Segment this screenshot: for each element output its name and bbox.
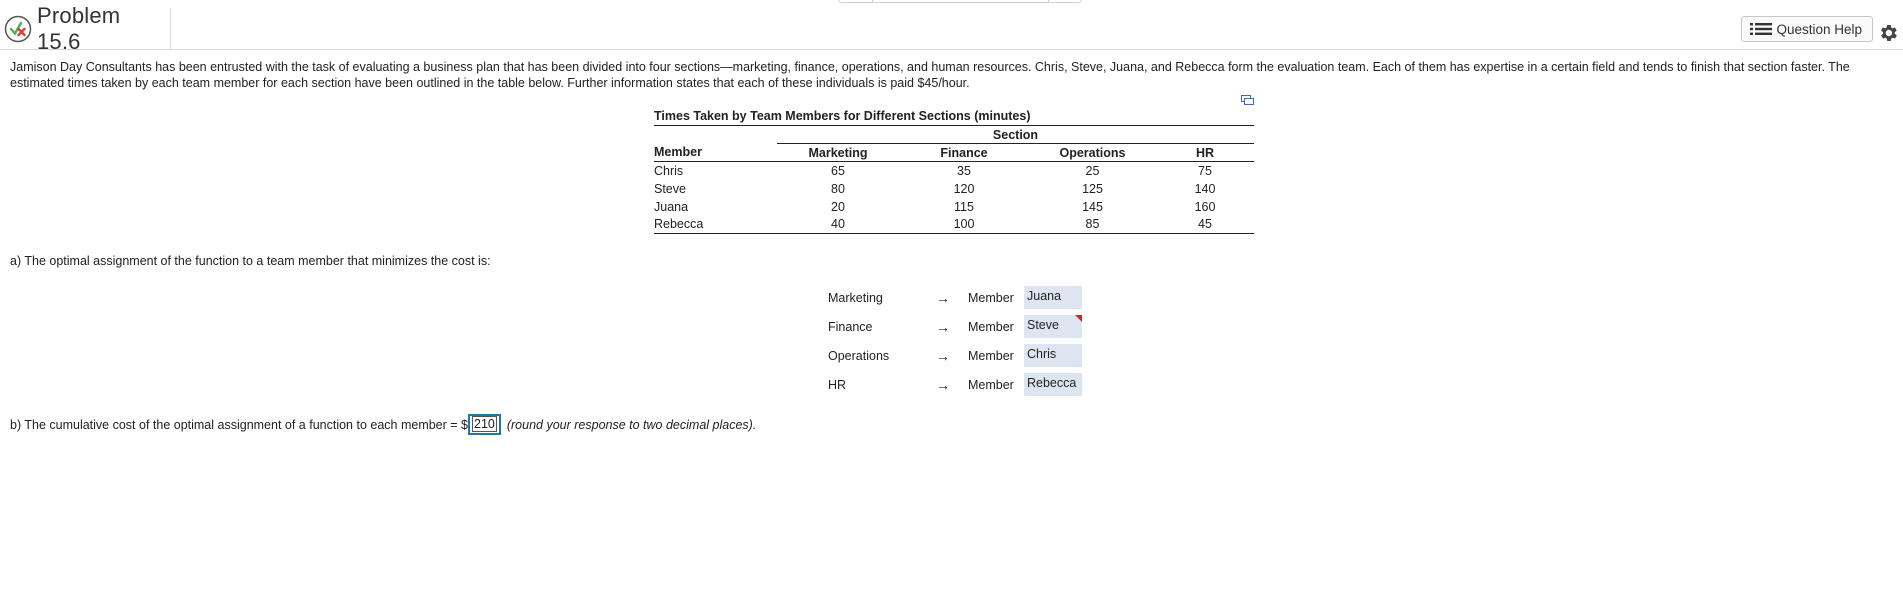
function-label: Finance: [828, 319, 873, 334]
page-title: Problem 15.6: [37, 3, 121, 54]
incorrect-flag-icon: [1075, 315, 1082, 322]
value-cell: 25: [1085, 163, 1100, 178]
member-label: Member: [968, 377, 1014, 392]
member-cell: Steve: [654, 181, 686, 196]
function-label: HR: [828, 377, 847, 392]
top-pager: [838, 0, 1082, 3]
pager-segment: [873, 0, 1049, 3]
member-select-finance[interactable]: [1024, 315, 1082, 338]
value-cell: 20: [831, 199, 845, 214]
column-header: HR: [1156, 144, 1254, 162]
assignment-list: [828, 283, 1082, 399]
function-label: Operations: [828, 348, 890, 363]
value-cell: 100: [953, 217, 975, 232]
blank-header: [654, 126, 777, 144]
selected-value: Steve: [1027, 318, 1059, 332]
member-select-hr[interactable]: [1024, 373, 1082, 396]
gear-icon[interactable]: [1877, 22, 1899, 44]
problem-statement: Jamison Day Consultants has been entrusted with the task of evaluating a business plan that has been divided into four sections—marketing, finance, operations, and human resources. Chris, Steve, Juana, and Rebecca form the evaluation team. Each of them has expertise in a certain field and tends to finish that section faster. The estimated times taken by each team member for each section have been outlined in the table below. Further information states that each of these individuals is paid $45/hour.: [10, 60, 1850, 90]
value-cell: 140: [1194, 181, 1216, 196]
value-cell: 35: [957, 163, 971, 178]
member-label: Member: [968, 319, 1014, 334]
value-cell: 80: [831, 181, 845, 196]
function-label: Marketing: [828, 290, 883, 305]
answer-value: 210: [474, 417, 495, 431]
table-caption: Times Taken by Team Members for Different Sections (minutes): [654, 109, 1031, 123]
expand-table-icon[interactable]: [1241, 95, 1254, 106]
member-select-operations[interactable]: [1024, 344, 1082, 367]
question-b-text: b) The cumulative cost of the optimal assignment of a function to each member = $: [10, 417, 468, 432]
data-table: [654, 125, 1254, 234]
value-cell: 160: [1194, 199, 1216, 214]
table-row: [654, 162, 1254, 180]
value-cell: 45: [1198, 217, 1212, 232]
table-row: [654, 180, 1254, 198]
times-table: [654, 109, 1254, 234]
question-a: a) The optimal assignment of the function to a team member that minimizes the cost is:: [10, 254, 491, 268]
member-cell: Juana: [654, 199, 689, 214]
arrow-icon: →: [936, 289, 950, 306]
assignment-row-finance: [828, 312, 1082, 341]
value-cell: 85: [1085, 217, 1100, 232]
partial-credit-icon: [4, 15, 32, 43]
value-cell: 120: [953, 181, 975, 196]
question-b: [10, 414, 756, 435]
selected-value: Chris: [1027, 347, 1057, 361]
list-icon: [1750, 22, 1772, 36]
column-header: Finance: [899, 144, 1029, 162]
member-label: Member: [968, 290, 1014, 305]
value-cell: 65: [831, 163, 845, 178]
cost-answer-input[interactable]: [468, 414, 501, 435]
arrow-icon: →: [936, 376, 950, 393]
member-label: Member: [968, 348, 1014, 363]
value-cell: 145: [1082, 199, 1103, 214]
selected-value: Juana: [1027, 289, 1062, 303]
selected-value: Rebecca: [1027, 376, 1077, 390]
column-header: Marketing: [777, 144, 899, 162]
assignment-row-hr: [828, 370, 1082, 399]
value-cell: 125: [1082, 181, 1103, 196]
value-cell: 75: [1198, 163, 1212, 178]
assignment-row-marketing: [828, 283, 1082, 312]
header: [0, 3, 1903, 54]
value-cell: 40: [831, 217, 845, 232]
arrow-icon: →: [936, 318, 950, 335]
member-cell: Chris: [654, 163, 684, 178]
table-row: [654, 198, 1254, 216]
rounding-hint: (round your response to two decimal places).: [506, 417, 757, 432]
table-row: [654, 216, 1254, 234]
member-select-marketing[interactable]: [1024, 286, 1082, 309]
member-cell: Rebecca: [654, 217, 704, 232]
value-cell: 115: [954, 199, 974, 214]
arrow-icon: →: [936, 347, 950, 364]
question-help-button[interactable]: [1741, 16, 1873, 42]
member-header: Member: [654, 144, 777, 162]
pager-segment: [839, 0, 873, 3]
title-area: [0, 3, 171, 54]
column-header: Operations: [1029, 144, 1156, 162]
assignment-row-operations: [828, 341, 1082, 370]
section-header: Section: [777, 126, 1254, 144]
question-help-label: Question Help: [1776, 21, 1862, 37]
